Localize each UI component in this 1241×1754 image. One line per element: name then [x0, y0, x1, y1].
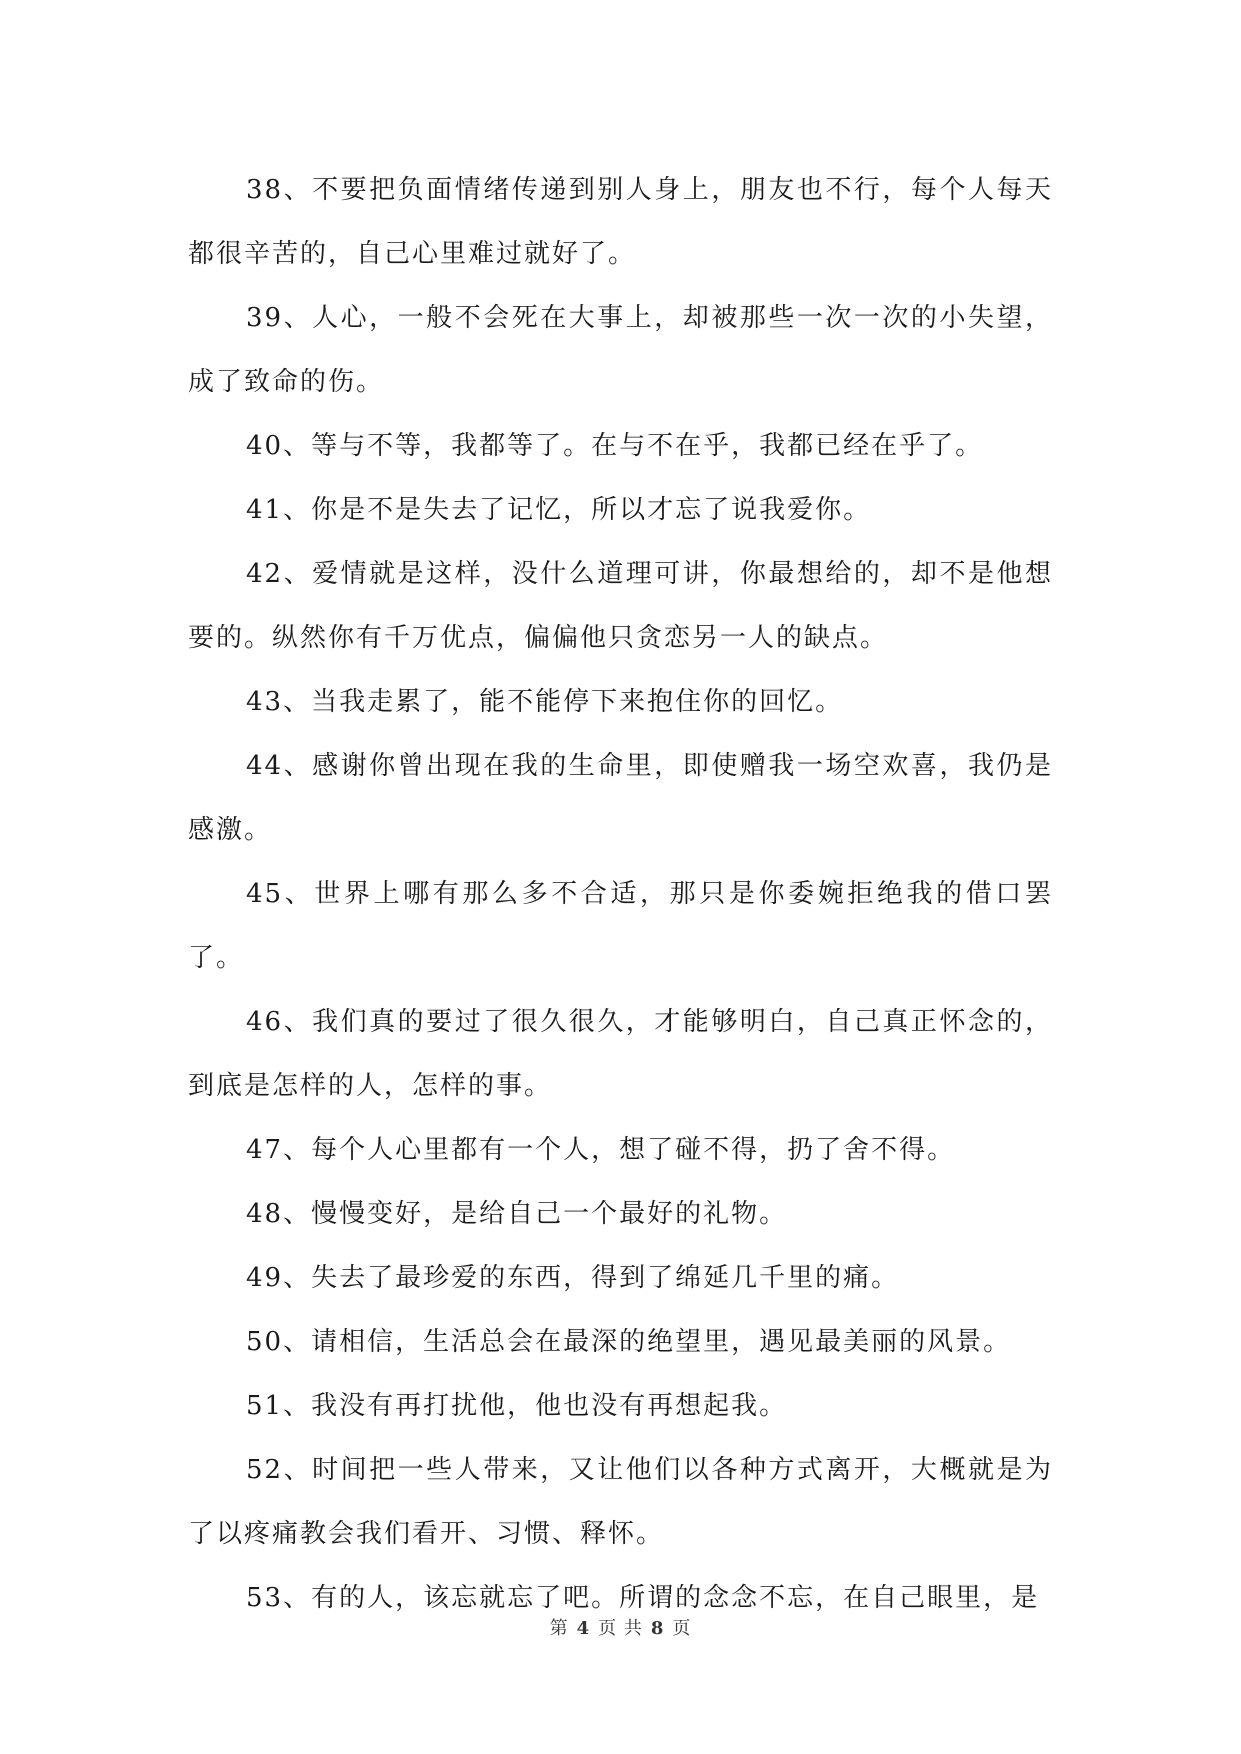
paragraph-46: 46、我们真的要过了很久很久，才能够明白，自己真正怀念的，到底是怎样的人，怎样的事。 [188, 1007, 1053, 1101]
paragraph-53: 53、有的人，该忘就忘了吧。所谓的念念不忘，在自己眼里，是 [246, 1583, 1040, 1613]
current-page-number: 4 [576, 1618, 591, 1639]
paragraph-48: 48、慢慢变好，是给自己一个最好的礼物。 [246, 1199, 788, 1229]
paragraph-41: 41、你是不是失去了记忆，所以才忘了说我爱你。 [246, 495, 872, 525]
footer-suffix: 页 [672, 1618, 692, 1639]
paragraph-43: 43、当我走累了，能不能停下来抱住你的回忆。 [246, 687, 844, 717]
page-body [188, 158, 1053, 1630]
paragraph-40: 40、等与不等，我都等了。在与不在乎，我都已经在乎了。 [246, 431, 984, 461]
paragraph-38: 38、不要把负面情绪传递到别人身上，朋友也不行，每个人每天都很辛苦的，自己心里难过就好了。 [188, 175, 1053, 269]
paragraph-45: 45、世界上哪有那么多不合适，那只是你委婉拒绝我的借口罢了。 [188, 879, 1053, 973]
paragraph-50: 50、请相信，生活总会在最深的绝望里，遇见最美丽的风景。 [246, 1327, 1012, 1357]
paragraph-47: 47、每个人心里都有一个人，想了碰不得，扔了舍不得。 [246, 1135, 956, 1165]
paragraph-39: 39、人心，一般不会死在大事上，却被那些一次一次的小失望，成了致命的伤。 [188, 303, 1053, 397]
total-page-count: 8 [650, 1618, 665, 1639]
paragraph-51: 51、我没有再打扰他，他也没有再想起我。 [246, 1391, 788, 1421]
paragraph-44: 44、感谢你曾出现在我的生命里，即使赠我一场空欢喜，我仍是感激。 [188, 751, 1053, 845]
paragraph-52: 52、时间把一些人带来，又让他们以各种方式离开，大概就是为了以疼痛教会我们看开、习惯、释怀。 [188, 1455, 1053, 1549]
page-footer [0, 1614, 1241, 1640]
paragraph-49: 49、失去了最珍爱的东西，得到了绵延几千里的痛。 [246, 1263, 900, 1293]
footer-prefix: 第 [549, 1618, 569, 1639]
footer-middle: 页 共 [598, 1618, 643, 1639]
paragraph-42: 42、爱情就是这样，没什么道理可讲，你最想给的，却不是他想要的。纵然你有千万优点，偏偏他只贪恋另一人的缺点。 [188, 559, 1053, 653]
